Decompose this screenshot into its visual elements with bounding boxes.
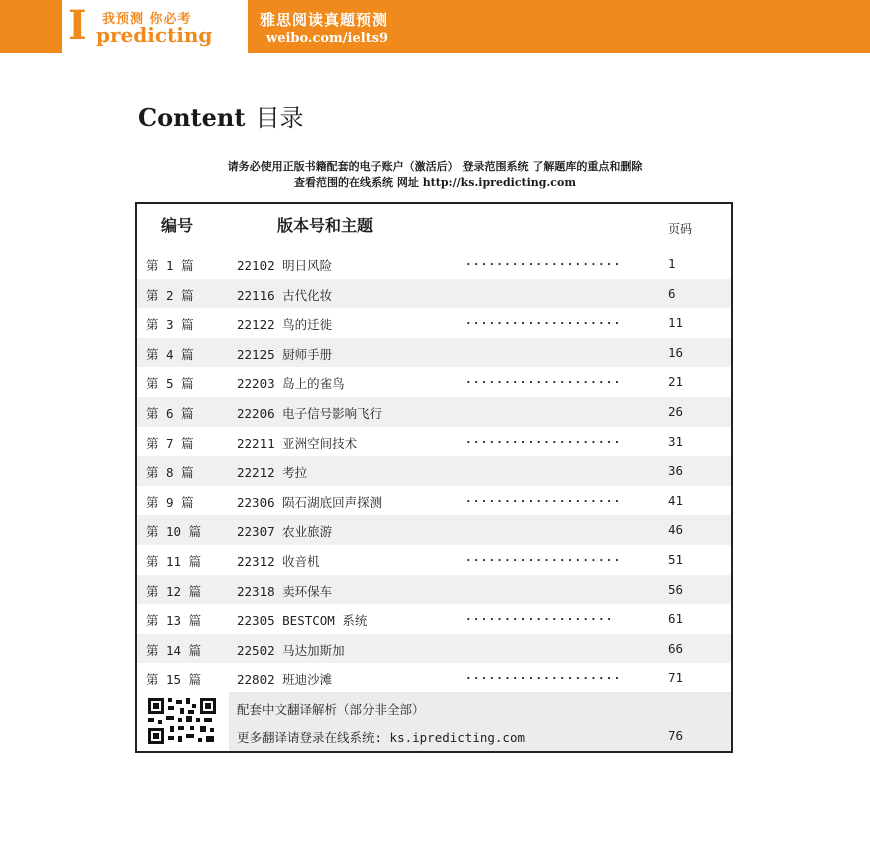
row-leader-dots: ....................	[465, 491, 622, 505]
row-title: 22502 马达加斯加	[237, 642, 345, 658]
row-number: 第 4 篇	[146, 346, 194, 362]
row-title: 22102 明日风险	[237, 258, 333, 273]
contents-table	[135, 202, 733, 753]
table-row[interactable]	[137, 456, 731, 486]
row-page-number: 6	[668, 285, 676, 301]
row-page-number: 66	[668, 640, 684, 656]
row-title: 22307 农业旅游	[237, 524, 333, 540]
column-header-page: 页码	[668, 222, 693, 236]
row-leader-dots: ....................	[465, 551, 622, 564]
row-number: 第 2 篇	[146, 287, 194, 303]
row-page-number: 11	[668, 315, 684, 331]
row-title: 22305 BESTCOM 系统	[237, 613, 368, 629]
row-page-number: 16	[668, 344, 684, 360]
table-row[interactable]	[137, 397, 731, 427]
row-title: 22125 厨师手册	[237, 346, 333, 362]
row-title: 22116 古代化妆	[237, 287, 333, 303]
row-number: 第 13 篇	[146, 613, 202, 629]
row-leader-dots: ...................	[465, 610, 614, 624]
row-page-number: 51	[668, 552, 684, 567]
logo-slogan: 我预测 你必考	[102, 12, 192, 27]
row-title: 22122 鸟的迁徙	[237, 317, 333, 333]
table-row[interactable]	[137, 308, 731, 338]
row-number: 第 12 篇	[146, 583, 202, 599]
row-number: 第 6 篇	[146, 406, 194, 421]
row-number: 第 10 篇	[146, 524, 202, 540]
row-title: 22312 收音机	[237, 554, 320, 569]
table-row[interactable]	[137, 604, 731, 634]
header-banner	[0, 0, 870, 53]
row-leader-dots: ....................	[465, 669, 622, 683]
logo-wordmark: predicting	[96, 23, 213, 47]
table-row[interactable]	[137, 249, 731, 279]
row-number: 第 9 篇	[146, 494, 194, 510]
row-title: 22203 岛上的雀鸟	[237, 376, 345, 392]
row-page-number: 56	[668, 581, 684, 597]
table-row[interactable]	[137, 663, 731, 693]
notice-line-1: 请务必使用正版书籍配套的电子账户（激活后） 登录范围系统 了解题库的重点和删除	[227, 160, 643, 173]
row-number: 第 7 篇	[146, 435, 194, 451]
row-number: 第 3 篇	[146, 317, 194, 333]
footer-page-number: 76	[668, 728, 684, 743]
banner-title: 雅思阅读真题预测	[260, 11, 389, 29]
row-title: 22802 班迪沙滩	[237, 672, 333, 688]
footer-translation-note: 配套中文翻译解析（部分非全部）	[237, 702, 425, 717]
row-page-number: 31	[668, 433, 684, 449]
qr-code-icon	[146, 696, 218, 746]
row-title: 22318 卖环保车	[237, 583, 333, 599]
row-number: 第 15 篇	[146, 672, 202, 688]
page-title-en: Content	[138, 103, 246, 132]
table-row[interactable]	[137, 575, 731, 605]
column-header-number: 编号	[161, 216, 194, 235]
row-page-number: 61	[668, 611, 684, 627]
row-title: 22212 考拉	[237, 465, 308, 481]
table-row[interactable]	[137, 545, 731, 575]
page-title-cn: 目录	[255, 104, 304, 132]
row-leader-dots: ....................	[465, 255, 622, 268]
row-title: 22211 亚洲空间技术	[237, 435, 358, 451]
table-row[interactable]	[137, 279, 731, 309]
row-page-number: 71	[668, 670, 684, 686]
banner-weibo-link[interactable]: weibo.com/ielts9	[266, 31, 389, 46]
row-page-number: 26	[668, 404, 684, 419]
row-leader-dots: ....................	[465, 314, 622, 328]
ipredicting-logo[interactable]	[62, 0, 248, 53]
table-row[interactable]	[137, 338, 731, 368]
row-leader-dots: ....................	[465, 373, 622, 387]
row-page-number: 1	[668, 256, 676, 271]
row-page-number: 41	[668, 492, 684, 508]
page-title	[138, 98, 303, 133]
logo-letter: I	[68, 2, 87, 49]
column-header-title: 版本号和主题	[277, 216, 374, 235]
table-footer	[137, 692, 731, 751]
table-row[interactable]	[137, 515, 731, 545]
row-page-number: 21	[668, 374, 684, 390]
table-row[interactable]	[137, 367, 731, 397]
row-number: 第 1 篇	[146, 258, 194, 273]
notice-line-2: 查看范围的在线系统 网址 http://ks.ipredicting.com	[294, 176, 576, 189]
row-number: 第 11 篇	[146, 554, 202, 569]
row-page-number: 36	[668, 463, 684, 479]
table-row[interactable]	[137, 427, 731, 457]
row-title: 22206 电子信号影响飞行	[237, 406, 383, 421]
table-row[interactable]	[137, 634, 731, 664]
row-leader-dots: ....................	[465, 432, 622, 446]
footer-online-link[interactable]: 更多翻译请登录在线系统: ks.ipredicting.com	[237, 730, 526, 745]
row-number: 第 5 篇	[146, 376, 194, 392]
row-page-number: 46	[668, 522, 684, 538]
row-number: 第 8 篇	[146, 465, 194, 481]
row-title: 22306 陨石湖底回声探测	[237, 494, 383, 510]
row-number: 第 14 篇	[146, 642, 202, 658]
table-row[interactable]	[137, 486, 731, 516]
